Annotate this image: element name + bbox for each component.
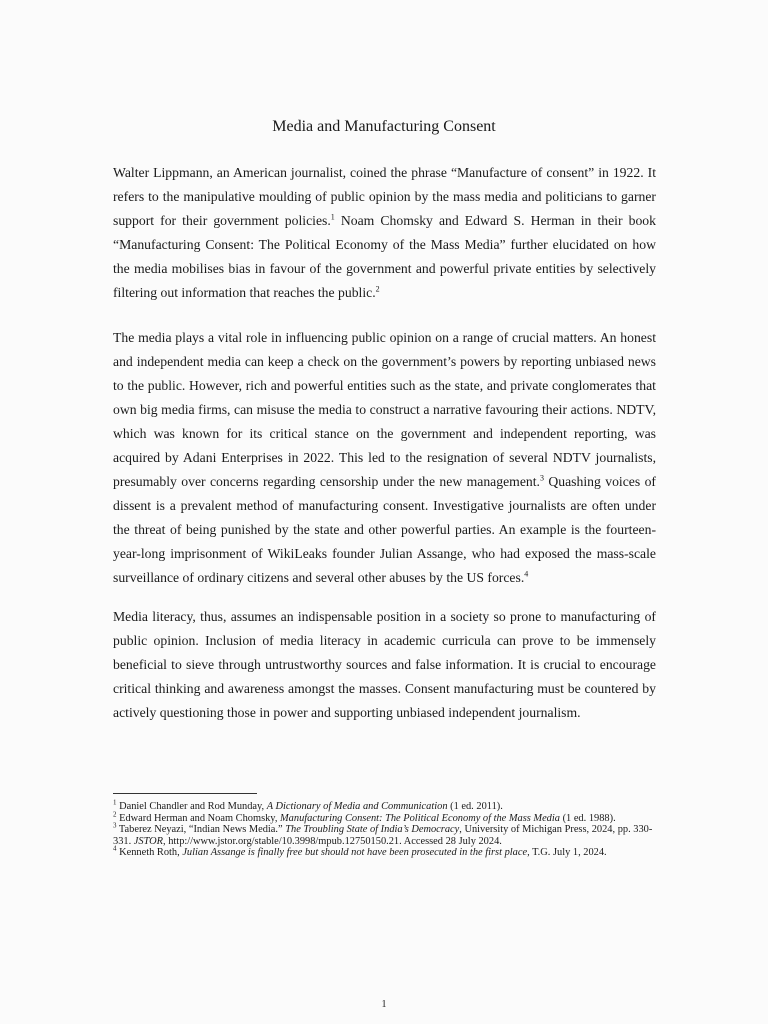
footnote-link[interactable]: , http://www.jstor.org/stable/10.3998/mpub.12750150.21. Accessed 28 July 2024. [163, 835, 502, 847]
footnote-text: T.G. July 1, 2024. [529, 847, 607, 858]
footnote-ref[interactable]: 4 [524, 569, 529, 579]
footnote-ref[interactable]: 1 [330, 212, 335, 222]
footnote-number: 3 [113, 821, 117, 830]
footnote-text: Taberez Neyazi, “Indian News Media.” [116, 824, 286, 835]
footnote-text: , University of Michigan Press, 2024, pp. 330-331. [113, 824, 653, 847]
footnote-title: The Troubling State of India’s Democracy [285, 824, 460, 835]
footnote-number: 2 [113, 810, 117, 819]
paragraph-3 [113, 605, 656, 725]
footnote-text: Kenneth Roth, [116, 847, 183, 858]
footnote-number: 4 [113, 844, 117, 853]
footnote-3 [113, 821, 656, 847]
paragraph-text: Noam Chomsky and Edward S. Herman in their book “Manufacturing Consent: The Political Economy of the Mass Media” further elucidated on how the media mobilises bias in favour of the government and powerful private entities by selectively filtering out information that reaches the public. [113, 213, 656, 300]
footnote-number: 1 [113, 798, 117, 807]
footnote-ref[interactable]: 3 [539, 473, 544, 483]
paragraph-text: Walter Lippmann, an American journalist, coined the phrase “Manufacture of consent” in 1922. It refers to the manipulative moulding of public opinion by the mass media and politicians to garner support for their government policies. [113, 165, 656, 228]
page-number: 1 [381, 999, 387, 1010]
footnote-title: Julian Assange is finally free but should not have been prosecuted in the first place, [182, 847, 530, 858]
footnotes [113, 798, 656, 859]
footnote-divider [113, 793, 257, 794]
paragraph-2 [113, 326, 656, 590]
footnote-text: (1 ed. 1988). [559, 812, 616, 824]
footnote-title: A Dictionary of Media and Communication [266, 801, 448, 812]
footnote-title: Manufacturing Consent: The Political Economy of the Mass Media [280, 812, 560, 824]
footnote-ref[interactable]: 2 [375, 284, 380, 294]
footnote-1 [113, 798, 656, 813]
paragraph-text: Media literacy, thus, assumes an indispensable position in a society so prone to manufacturing of public opinion. Inclusion of media literacy in academic curricula can prove to be immensely beneficial to sieve through untrustworthy sources and false information. It is crucial to encourage critical thinking and awareness amongst the masses. Consent manufacturing must be countered by actively questioning those in power and supporting unbiased independent journalism. [113, 609, 656, 720]
page-title: Media and Manufacturing Consent [272, 118, 496, 135]
paragraph-1 [113, 161, 656, 305]
footnote-text: Edward Herman and Noam Chomsky, [116, 812, 281, 824]
paragraph-text: The media plays a vital role in influencing public opinion on a range of crucial matters. An honest and independent media can keep a check on the government’s powers by reporting unbiased news to the public. However, rich and powerful entities such as the state, and private conglomerates that own big media firms, can misuse the media to construct a narrative favouring their actions. NDTV, which was known for its critical stance on the government and independent reporting, was acquired by Adani Enterprises in 2022. This led to the resignation of several NDTV journalists, presumably over concerns regarding censorship under the new management. [113, 330, 656, 489]
paragraph-text: Quashing voices of dissent is a prevalent method of manufacturing consent. Investigative journalists are often under the threat of being punished by the state and other powerful parties. An example is the fourteen-year-long imprisonment of WikiLeaks founder Julian Assange, who had exposed the mass-scale surveillance of ordinary citizens and several other abuses by the US forces. [113, 474, 656, 585]
footnote-text: Daniel Chandler and Rod Munday, [116, 801, 267, 812]
footnote-source: JSTOR [133, 835, 164, 847]
footnote-2 [113, 810, 656, 825]
footnote-text: (1 ed. 2011). [447, 801, 503, 812]
footnote-4 [113, 844, 656, 859]
